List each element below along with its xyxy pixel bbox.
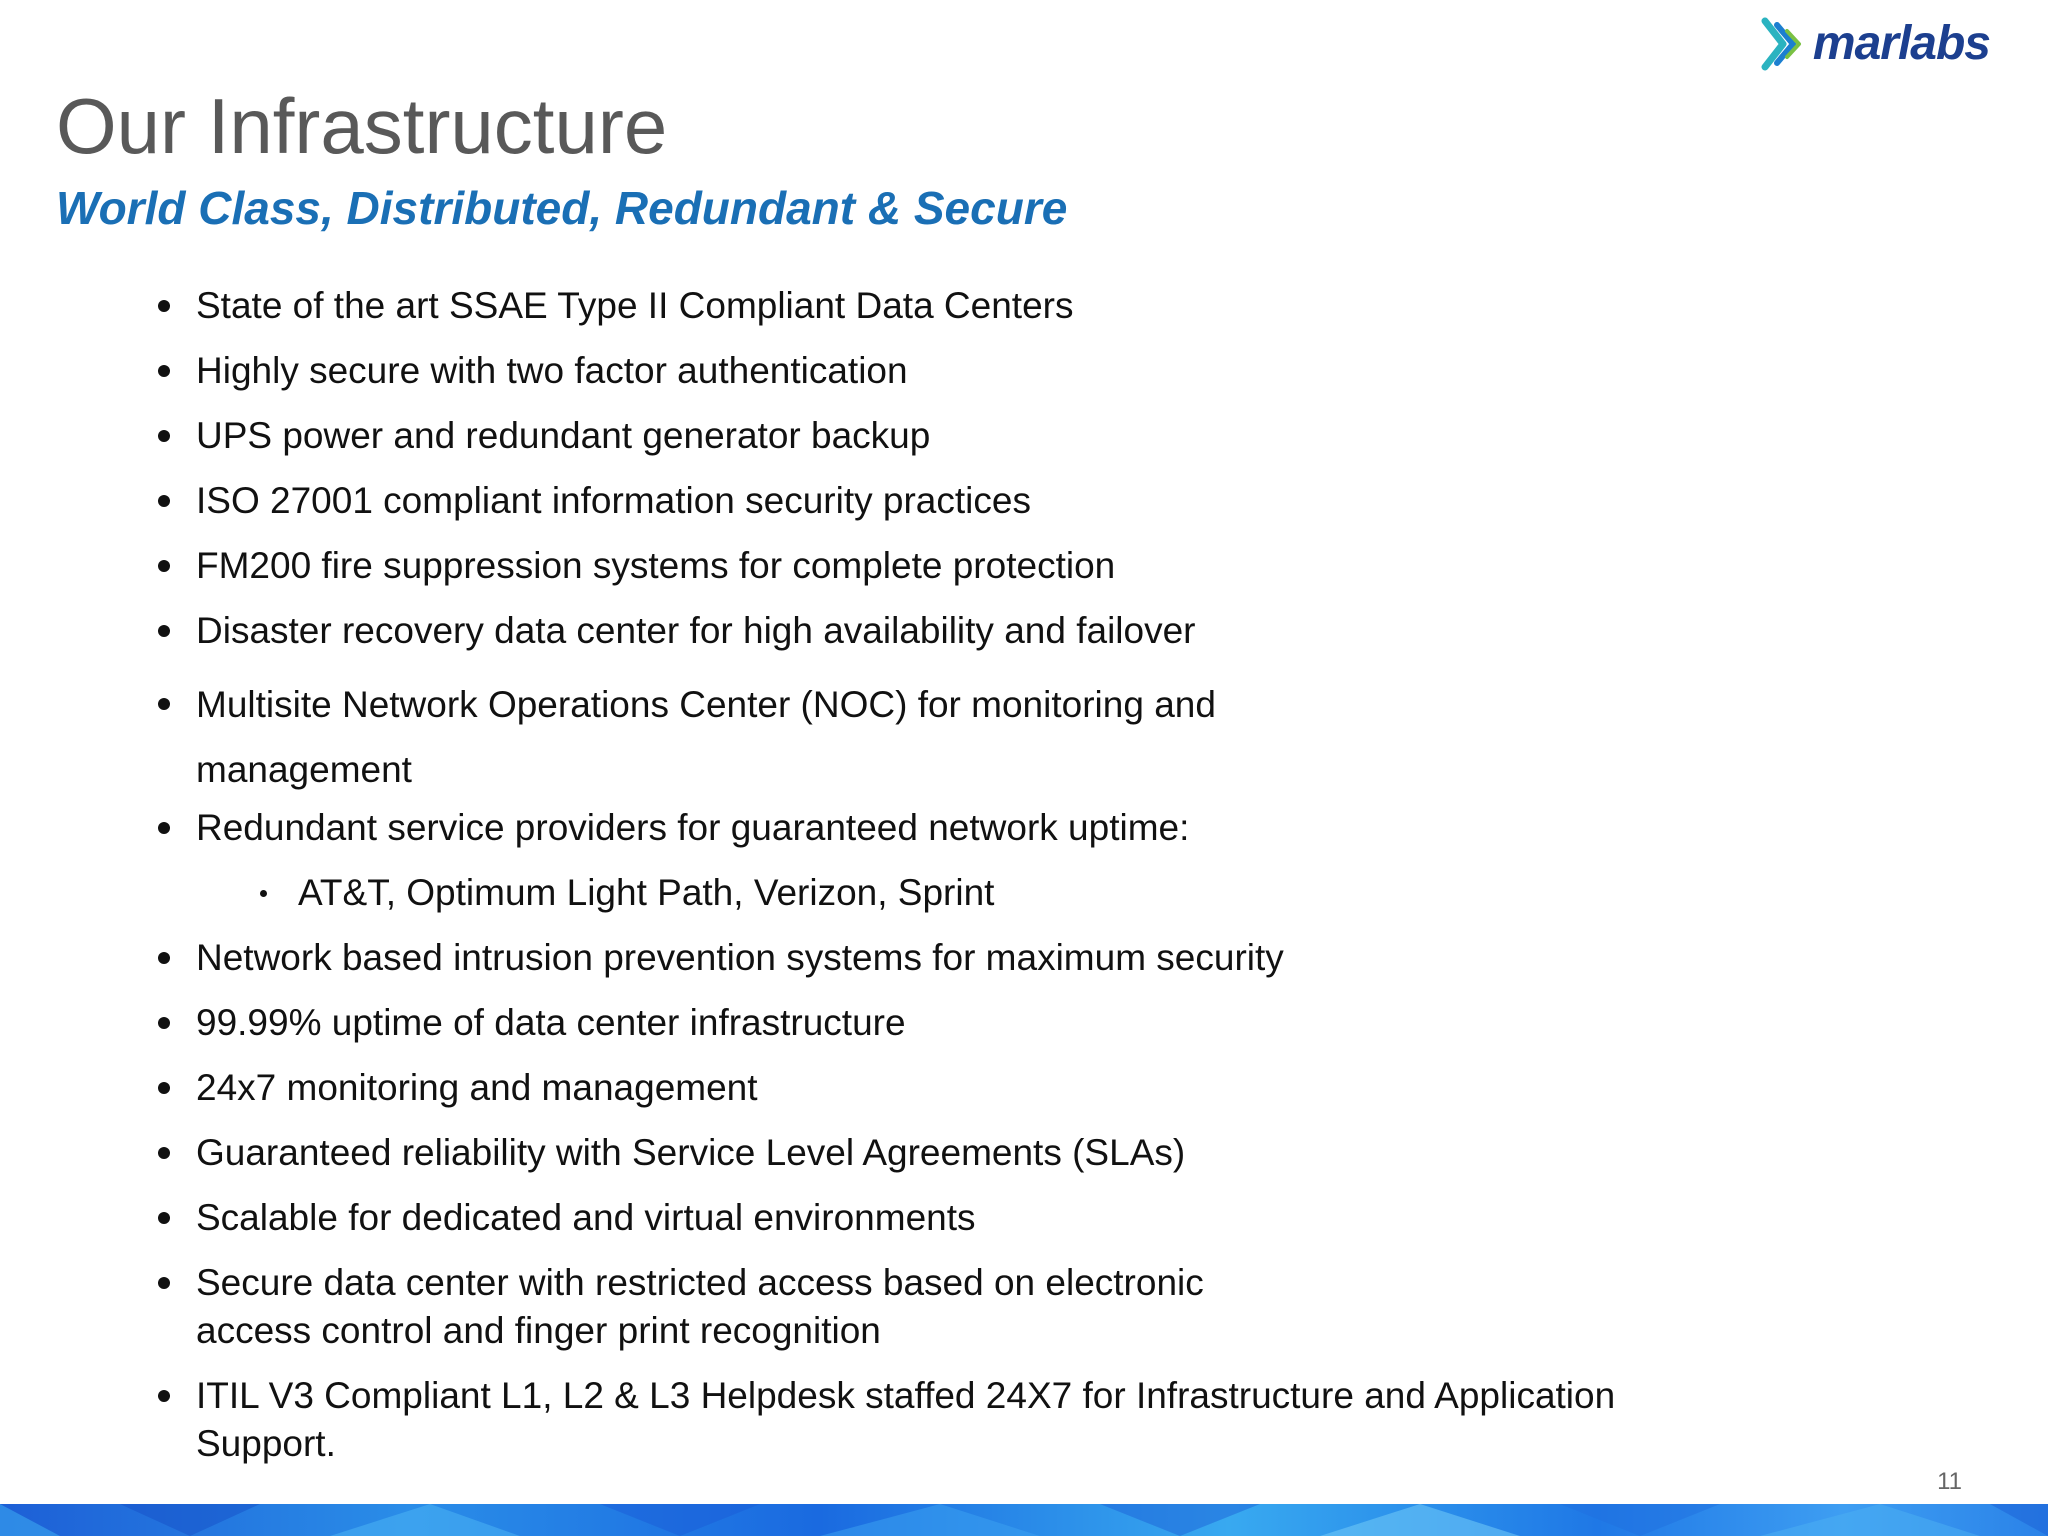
- bullet-icon: [158, 625, 170, 637]
- list-item-text: Network based intrusion prevention systems for maximum security: [196, 937, 1284, 978]
- list-item: [0, 1259, 1276, 1355]
- bullet-icon: [158, 1082, 170, 1094]
- list-item: [0, 347, 1900, 395]
- marlabs-logo: [1761, 14, 1990, 74]
- bullet-icon: [158, 560, 170, 572]
- list-item: [0, 542, 1900, 590]
- list-item-text: Redundant service providers for guaranteed network uptime:: [196, 807, 1190, 848]
- feature-list: [0, 282, 1900, 1485]
- list-item: [0, 607, 1900, 655]
- list-item: [0, 804, 1900, 852]
- bullet-icon: [158, 1277, 170, 1289]
- list-item: [0, 672, 1316, 802]
- list-item-text: State of the art SSAE Type II Compliant Data Centers: [196, 285, 1074, 326]
- bullet-icon: [158, 1147, 170, 1159]
- list-item-text: ITIL V3 Compliant L1, L2 & L3 Helpdesk staffed 24X7 for Infrastructure and Application Support.: [196, 1375, 1616, 1464]
- list-item: [0, 1372, 1756, 1468]
- sub-bullet-icon: [260, 890, 267, 897]
- footer-pattern-icon: [0, 1504, 2048, 1536]
- list-item-text: UPS power and redundant generator backup: [196, 415, 931, 456]
- logo-mark-icon: [1761, 17, 1809, 71]
- bullet-icon: [158, 1017, 170, 1029]
- list-item-text: 24x7 monitoring and management: [196, 1067, 758, 1108]
- list-item-text: FM200 fire suppression systems for complete protection: [196, 545, 1116, 586]
- list-item-text: 99.99% uptime of data center infrastructure: [196, 1002, 906, 1043]
- list-item-text: Disaster recovery data center for high availability and failover: [196, 610, 1196, 651]
- sub-list-item-text: AT&T, Optimum Light Path, Verizon, Sprint: [298, 872, 995, 913]
- list-item: [0, 999, 1900, 1047]
- bullet-icon: [158, 822, 170, 834]
- footer-band: [0, 1504, 2048, 1536]
- sub-list-item: [0, 869, 1900, 917]
- page-subtitle: World Class, Distributed, Redundant & Secure: [56, 182, 1068, 234]
- list-item-text: Multisite Network Operations Center (NOC) for monitoring and management: [196, 684, 1216, 790]
- list-item: [0, 1064, 1900, 1112]
- list-item: [0, 934, 1900, 982]
- page-title: Our Infrastructure: [56, 82, 668, 170]
- bullet-icon: [158, 430, 170, 442]
- bullet-icon: [158, 698, 170, 710]
- list-item-text: Secure data center with restricted access based on electronic access control and finger print recognition: [196, 1262, 1204, 1351]
- list-item: [0, 477, 1900, 525]
- list-item-text: ISO 27001 compliant information security practices: [196, 480, 1031, 521]
- bullet-icon: [158, 495, 170, 507]
- bullet-icon: [158, 300, 170, 312]
- list-item-text: Highly secure with two factor authentication: [196, 350, 908, 391]
- list-item: [0, 282, 1900, 330]
- page-number: 11: [1937, 1468, 1962, 1495]
- bullet-icon: [158, 1212, 170, 1224]
- list-item-text: Guaranteed reliability with Service Level Agreements (SLAs): [196, 1132, 1186, 1173]
- logo-wordmark: marlabs: [1812, 17, 1990, 70]
- list-item: [0, 1129, 1900, 1177]
- bullet-icon: [158, 365, 170, 377]
- list-item-text: Scalable for dedicated and virtual environments: [196, 1197, 976, 1238]
- bullet-icon: [158, 952, 170, 964]
- list-item: [0, 412, 1900, 460]
- list-item: [0, 1194, 1900, 1242]
- bullet-icon: [158, 1390, 170, 1402]
